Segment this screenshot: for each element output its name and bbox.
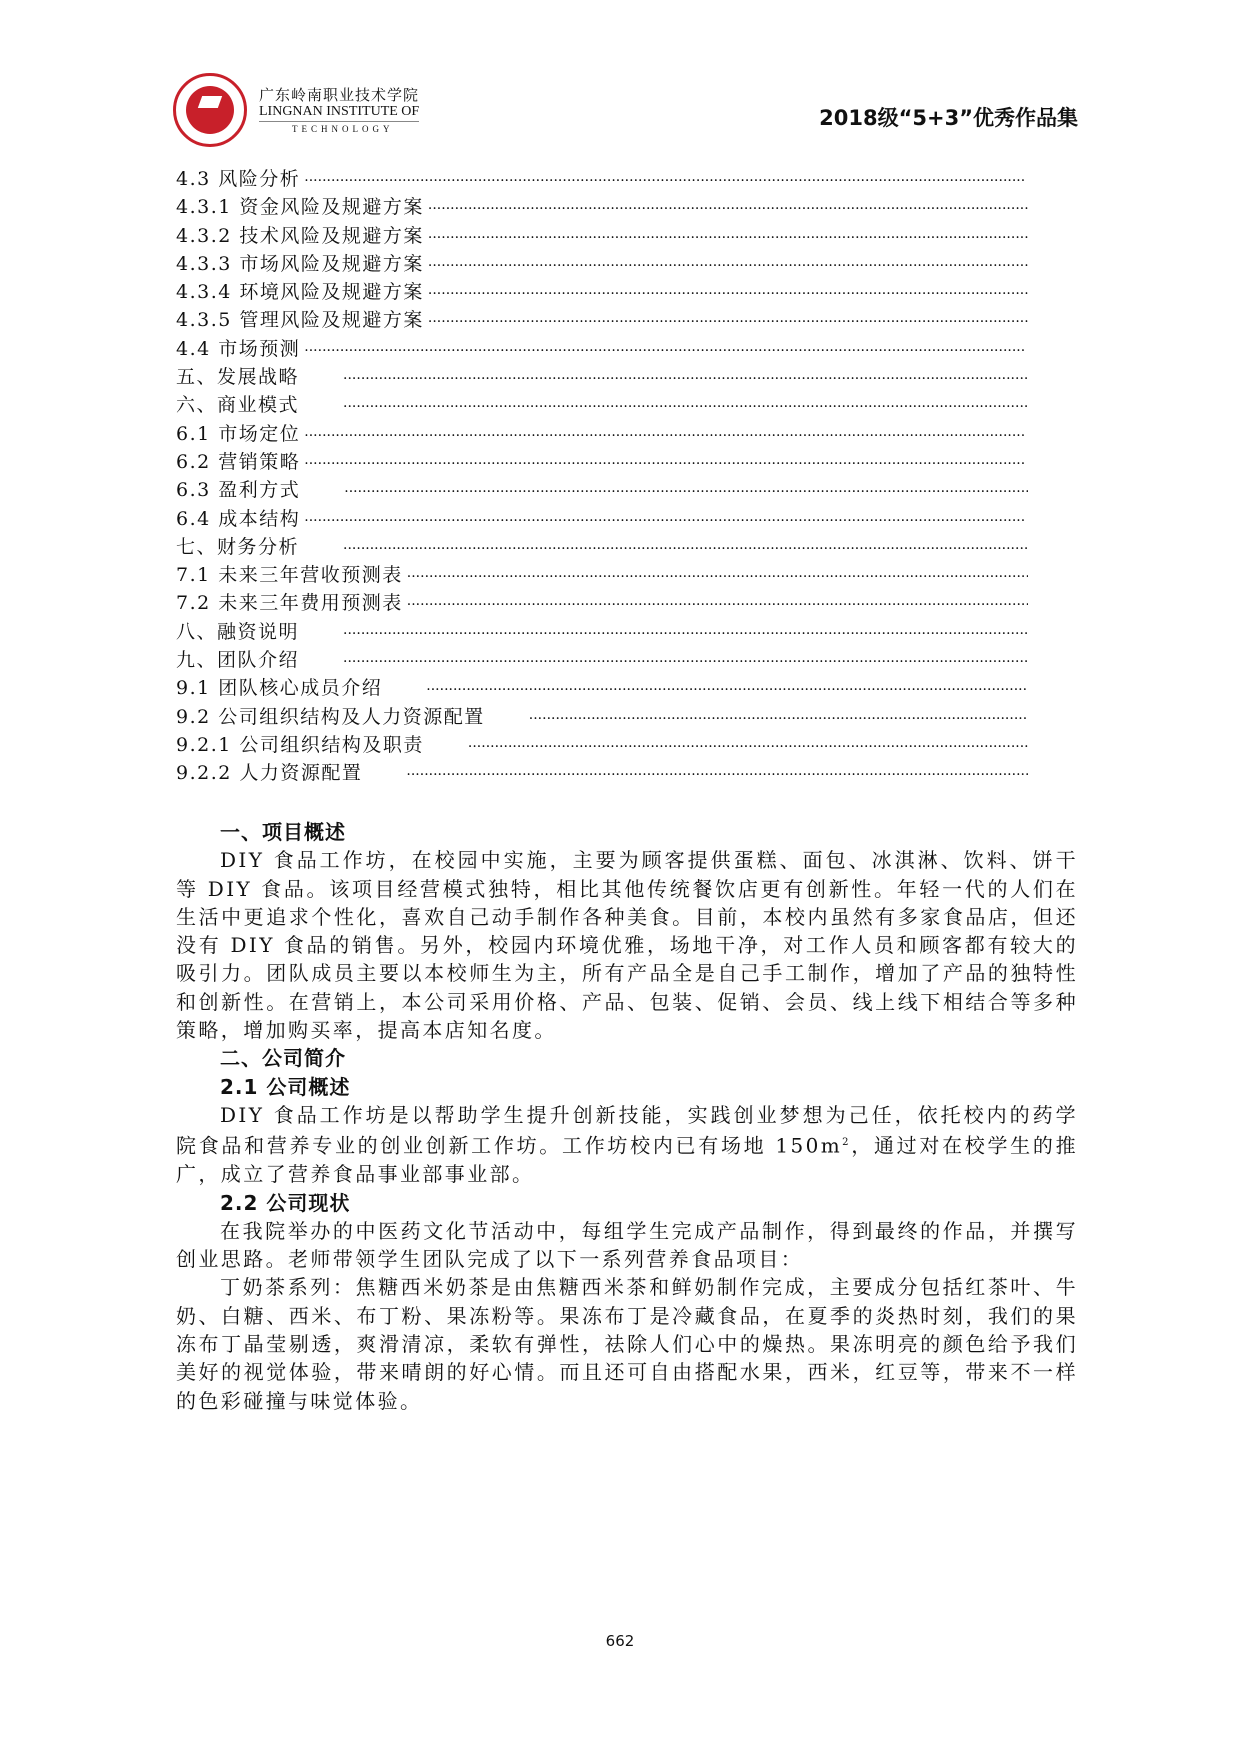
toc-entry[interactable] — [176, 391, 1028, 419]
institute-name-cn: 广东岭南职业技术学院 — [259, 86, 420, 104]
superscript: 2 — [842, 1137, 851, 1149]
institute-name-en: LINGNAN INSTITUTE OF — [259, 104, 419, 122]
toc-entry-label: 6.2 营销策略 — [176, 450, 301, 473]
toc-entry-label: 4.3.4 环境风险及规避方案 — [176, 281, 424, 304]
toc-entry[interactable] — [176, 561, 1028, 589]
toc-entry-label: 4.3.5 管理风险及规避方案 — [176, 309, 424, 332]
toc-entry-label: 7.2 未来三年费用预测表 — [176, 592, 403, 615]
toc-entry[interactable] — [176, 674, 1028, 702]
dot-leader — [304, 165, 1028, 193]
toc-entry[interactable] — [176, 646, 1028, 674]
toc-entry-label: 4.3.2 技术风险及规避方案 — [176, 224, 424, 247]
dot-leader — [304, 448, 1028, 476]
text: ，通过对在校学生的推广，成立了营养食品事业部事业部。 — [176, 1133, 1078, 1187]
toc-entry-label: 7.1 未来三年营收预测表 — [176, 564, 403, 587]
subsection-heading: 2.2 公司现状 — [220, 1190, 351, 1215]
toc-entry[interactable] — [176, 759, 1028, 787]
dot-leader — [407, 589, 1028, 617]
toc-entry-label: 七、财务分析 — [176, 535, 300, 558]
toc-entry[interactable] — [176, 165, 1028, 193]
toc-entry-label: 9.2.2 人力资源配置 — [176, 762, 363, 785]
toc-entry[interactable] — [176, 731, 1028, 759]
dot-leader — [304, 420, 1028, 448]
toc-entry-label: 4.3.3 市场风险及规避方案 — [176, 252, 424, 275]
toc-entry[interactable] — [176, 250, 1028, 278]
toc-entry[interactable] — [176, 448, 1028, 476]
toc-entry-label: 9.2.1 公司组织结构及职责 — [176, 733, 424, 756]
dot-leader — [428, 250, 1028, 278]
dot-leader — [428, 278, 1028, 306]
dot-leader — [343, 533, 1028, 561]
toc-entry-label: 9.2 公司组织结构及人力资源配置 — [176, 705, 485, 728]
toc-entry-label: 六、商业模式 — [176, 394, 300, 417]
dot-leader — [343, 618, 1028, 646]
paragraph: DIY 食品工作坊，在校园中实施，主要为顾客提供蛋糕、面包、冰淇淋、饮料、饼干等 DIY 食品。该项目经营模式独特，相比其他传统餐饮店更有创新性。年轻一代的人们在生活中更追求个性化，喜欢自己动手制作各种美食。目前，本校内虽然有多家食品店，但还没有 DIY 食品的销售。另外，校园内环境优雅，场地干净，对工作人员和顾客都有较大的吸引力。团队成员主要以本校师生为主，所有产品全是自己手工制作，增加了产品的独特性和创新性。在营销上，本公司采用价格、产品、包装、促销、会员、线上线下相结合等多种策略，增加购买率，提高本店知名度。 — [176, 848, 1078, 1043]
dot-leader — [428, 306, 1028, 334]
toc-entry[interactable] — [176, 306, 1028, 334]
dot-leader — [468, 731, 1028, 759]
toc-entry[interactable] — [176, 222, 1028, 250]
toc-entry[interactable] — [176, 363, 1028, 391]
dot-leader — [304, 335, 1028, 363]
school-logo — [173, 73, 247, 147]
paragraph: 在我院举办的中医药文化节活动中，每组学生完成产品制作，得到最终的作品，并撰写创业思路。老师带领学生团队完成了以下一系列营养食品项目： — [176, 1218, 1078, 1272]
document-body — [176, 818, 1078, 1415]
table-of-contents — [176, 165, 1028, 788]
toc-entry[interactable] — [176, 420, 1028, 448]
subsection-heading: 2.1 公司概述 — [220, 1074, 351, 1099]
toc-entry-label: 4.3.1 资金风险及规避方案 — [176, 196, 424, 219]
toc-entry-label: 八、融资说明 — [176, 620, 300, 643]
dot-leader — [529, 703, 1028, 731]
section-heading: 二、公司简介 — [220, 1046, 346, 1071]
toc-entry[interactable] — [176, 589, 1028, 617]
dot-leader — [407, 561, 1028, 589]
toc-entry-label: 6.3 盈利方式 — [176, 479, 301, 502]
toc-entry-label: 4.4 市场预测 — [176, 337, 301, 360]
toc-entry-label: 6.1 市场定位 — [176, 422, 301, 445]
toc-entry[interactable] — [176, 505, 1028, 533]
dot-leader — [343, 646, 1028, 674]
collection-title: 2018级“5+3”优秀作品集 — [819, 106, 1078, 130]
toc-entry-label: 6.4 成本结构 — [176, 507, 301, 530]
dot-leader — [428, 193, 1028, 221]
section-heading: 一、项目概述 — [220, 820, 346, 844]
toc-entry[interactable] — [176, 335, 1028, 363]
paragraph: 丁奶茶系列：焦糖西米奶茶是由焦糖西米茶和鲜奶制作完成，主要成分包括红茶叶、牛奶、白糖、西米、布丁粉、果冻粉等。果冻布丁是冷藏食品，在夏季的炎热时刻，我们的果冻布丁晶莹剔透，爽滑清凉，柔软有弹性，祛除人们心中的燥热。果冻明亮的颜色给予我们美好的视觉体验，带来晴朗的好心情。而且还可自由搭配水果，西米，红豆等，带来不一样的色彩碰撞与味觉体验。 — [176, 1275, 1078, 1413]
toc-entry[interactable] — [176, 476, 1028, 504]
toc-entry-label: 9.1 团队核心成员介绍 — [176, 677, 383, 700]
toc-entry-label: 九、团队介绍 — [176, 649, 300, 672]
institute-name-en-2: TECHNOLOGY — [292, 124, 394, 134]
dot-leader — [426, 674, 1028, 702]
paragraph — [176, 1101, 1078, 1189]
toc-entry-label: 4.3 风险分析 — [176, 168, 301, 190]
dot-leader — [343, 363, 1028, 391]
toc-entry[interactable] — [176, 703, 1028, 731]
dot-leader — [344, 476, 1028, 504]
toc-entry[interactable] — [176, 618, 1028, 646]
dot-leader — [406, 759, 1028, 787]
dot-leader — [304, 505, 1028, 533]
dot-leader — [343, 391, 1028, 419]
dot-leader — [428, 222, 1028, 250]
toc-entry[interactable] — [176, 278, 1028, 306]
toc-entry[interactable] — [176, 193, 1028, 221]
toc-entry[interactable] — [176, 533, 1028, 561]
page-number: 662 — [605, 1632, 635, 1650]
toc-entry-label: 五、发展战略 — [176, 366, 300, 389]
text: DIY 食品工作坊是以帮助学生提升创新技能，实践创业梦想为己任，依托校内的药学院食品和营养专业的创业创新工作坊。工作坊校内已有场地 150m — [176, 1102, 1078, 1158]
